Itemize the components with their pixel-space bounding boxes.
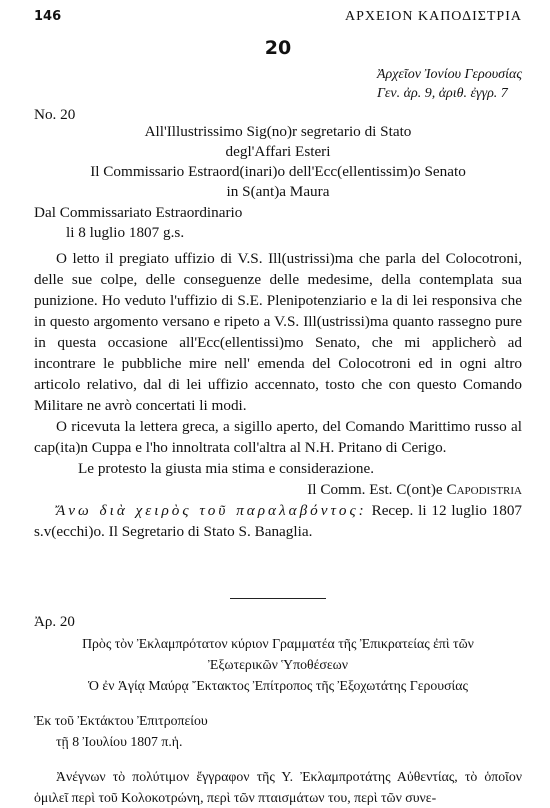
document-number: 20 [264, 37, 292, 59]
letter-dateline [34, 203, 242, 243]
translation-from-line: Ἐκ τοῦ Ἐκτάκτου Ἐπιτροπείου [34, 713, 208, 728]
closing-line: Le protesto la giusta mia stima e considerazione. [78, 460, 375, 477]
date-line: li 8 luglio 1807 g.s. [66, 224, 185, 241]
body-paragraph: O ricevuta la lettera greca, a sigillo aperto, del Comando Marittimo russo al cap(ita)n Cuppa e l'ho innoltrata coll'altra al N.H. Pritano di Cerigo. [34, 418, 522, 456]
letter-number: No. 20 [34, 106, 76, 123]
note-text: Recep. li 12 luglio 1807 s.v(ecchi)o. Il Segretario di Stato S. Banaglia. [34, 502, 523, 540]
from-line: Dal Commissariato Estraordinario [34, 204, 243, 221]
address-line: degl'Affari Esteri [225, 143, 331, 160]
signature-prefix: Il Comm. Est. C(ont)e [307, 481, 443, 498]
page-number: 146 [34, 9, 62, 24]
translation-address-line: Ὁ ἐν Ἁγίᾳ Μαύρᾳ Ἔκτακτος Ἐπίτροπος τῆς Ἐξοχωτάτης Γερουσίας [88, 678, 468, 693]
translation-paragraph: Ἀνέγνων τὸ πολύτιμον ἔγγραφον τῆς Υ. Ἐκλαμπροτάτης Αὐθεντίας, τὸ ὁποῖον ὁμιλεῖ περὶ τοῦ Κολοκοτρώνη, περὶ τῶν πταισμάτων του, περὶ τῶν συνε- [34, 769, 522, 805]
letter-address [34, 122, 522, 202]
section-divider [230, 598, 326, 599]
translation-number: Ἀρ. 20 [34, 614, 75, 630]
translation-date-line: τῇ 8 Ἰουλίου 1807 π.ἡ. [56, 734, 183, 749]
source-line-1: Ἀρχεῖον Ἰονίου Γερουσίας [376, 67, 522, 82]
signature-name: Capodistria [446, 481, 522, 498]
translation-address-line: Πρὸς τὸν Ἐκλαμπρότατον κύριον Γραμματέα τῆς Ἐπικρατείας ἐπὶ τῶν [82, 636, 474, 651]
address-line: Il Commissario Estraord(inari)o dell'Ecc(ellentissim)o Senato [90, 163, 466, 180]
translation-address-line: Ἐξωτερικῶν Ὑποθέσεων [208, 657, 348, 672]
source-line-2: Γεν. ἀρ. 9, ἀριθ. ἐγγρ. 7 [376, 86, 508, 101]
signature [34, 479, 522, 500]
note-greek: Ἄνω διὰ χειρὸς τοῦ παραλαβόντος: [56, 502, 367, 519]
address-line: in S(ant)a Maura [226, 183, 330, 200]
archive-source [377, 65, 522, 103]
running-title: ΑΡΧΕΙΟΝ ΚΑΠΟΔΙΣΤΡΙΑ [345, 9, 522, 24]
letter-body [34, 248, 522, 542]
address-line: All'Illustrissimo Sig(no)r segretario di Stato [144, 123, 412, 140]
greek-translation [34, 612, 522, 808]
running-header [34, 6, 522, 26]
receipt-note [34, 500, 522, 542]
body-paragraph: O letto il pregiato uffizio di V.S. Ill(ustrissi)ma che parla del Colocotroni, delle sue colpe, delle conseguenze delle medesime, della contemplata sua punizione. Ho veduto l'uffizio di S.E. Plenipotenziario e la di lei responsiva che in questo argomento versano e ripeto a V.S. Ill(ustrissi)ma quanto rassegno pure in questa occasione all'Ecc(ellentissi)mo Senato, che mi applicherò ad incontrare le pubbliche mire nell' emenda del Colocotroni ed in ogni altro articolo relativo, dal di lei uffizio accennato, tosto che con questo Comando Militare ne avrò concertati li modi. [34, 250, 522, 414]
